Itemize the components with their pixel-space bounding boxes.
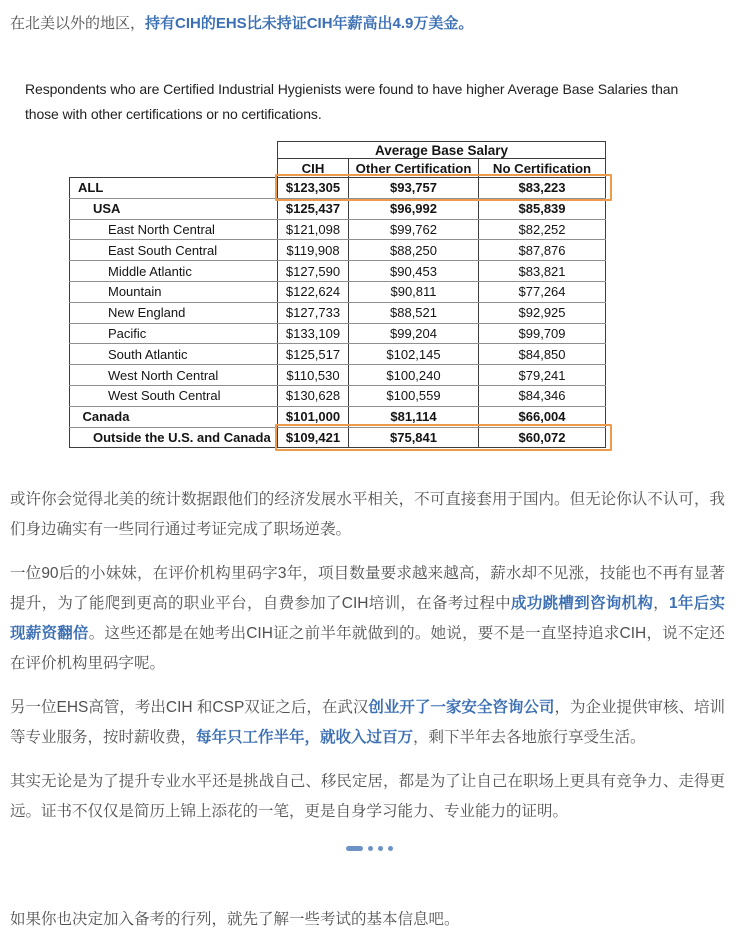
salary-value: $96,992	[349, 198, 479, 219]
table-row	[70, 240, 606, 261]
salary-value: $79,241	[479, 365, 606, 386]
salary-value: $84,346	[479, 385, 606, 406]
body-text: ，	[653, 595, 669, 613]
table-row	[70, 365, 606, 386]
salary-value: $110,530	[278, 365, 349, 386]
row-label: USA	[70, 198, 278, 219]
caption-line-1: Respondents who are Certified Industrial Hygienists were found to have higher Average Base Salaries than	[25, 81, 679, 97]
intro-text: 在北美以外的地区，	[10, 15, 146, 32]
closing-line: 如果你也决定加入备考的行列，就先了解一些考试的基本信息吧。	[10, 911, 460, 929]
salary-value: $77,264	[479, 281, 606, 302]
table-row	[70, 344, 606, 365]
highlight-text: 成功跳槽到咨询机构	[510, 595, 654, 613]
salary-value: $75,841	[349, 427, 479, 448]
column-header-other-certification: Other Certification	[349, 159, 479, 178]
highlight-text: 每年只工作半年，就收入过百万	[196, 729, 414, 747]
body-text: ，剩下半年去各地旅行享受生活。	[413, 729, 646, 747]
body-text: 。这些还都是在她考出CIH证之前半年就做到的。她说，要不是一直坚持追求CIH，说不定还在评价机构里码字呢。	[10, 625, 725, 673]
salary-value: $99,204	[349, 323, 479, 344]
salary-value: $92,925	[479, 302, 606, 323]
table-row	[70, 261, 606, 282]
salary-value: $119,908	[278, 240, 349, 261]
intro-highlight-text: 持有CIH的EHS比未持证CIH年薪高出4.9万美金。	[145, 15, 474, 32]
row-label: Canada	[70, 406, 278, 427]
paragraph	[10, 485, 725, 545]
paragraph	[10, 559, 725, 679]
intro-line	[0, 0, 739, 37]
table-corner-blank	[70, 142, 278, 159]
row-label: ALL	[70, 178, 278, 199]
salary-value: $125,517	[278, 344, 349, 365]
highlight-text: 1年后实现薪资翻倍	[10, 595, 726, 643]
table-row	[70, 406, 606, 427]
body-text: 或许你会觉得北美的统计数据跟他们的经济发展水平相关，不可直接套用于国内。但无论你认不认可，我们身边确实有一些同行通过考证完成了职场逆袭。	[10, 491, 725, 539]
salary-value: $122,624	[278, 281, 349, 302]
report-caption	[25, 77, 725, 127]
salary-value: $100,240	[349, 365, 479, 386]
salary-value: $90,811	[349, 281, 479, 302]
salary-value: $121,098	[278, 219, 349, 240]
salary-value: $133,109	[278, 323, 349, 344]
salary-value: $130,628	[278, 385, 349, 406]
body-text: 一位90后的小妹妹，在评价机构里码字3年，项目数量要求越来越高，薪水却不见涨，技能也不再有显著提升，为了能爬到更高的职业平台，自费参加了CIH培训，在备考过程中	[10, 565, 725, 613]
table-row	[70, 198, 606, 219]
table-corner-blank	[70, 159, 278, 178]
column-header-no-certification: No Certification	[479, 159, 606, 178]
body-text: ，为企业提供审核、培训等专业服务，按时薪收费，	[10, 699, 725, 747]
salary-value: $87,876	[479, 240, 606, 261]
salary-table-figure	[69, 141, 629, 448]
divider-dot-icon	[378, 846, 383, 851]
row-label: West North Central	[70, 365, 278, 386]
table-row	[70, 302, 606, 323]
salary-value: $81,114	[349, 406, 479, 427]
highlight-text: 创业开了一家安全咨询公司	[368, 699, 555, 717]
row-label: South Atlantic	[70, 344, 278, 365]
table-row	[70, 281, 606, 302]
salary-value: $100,559	[349, 385, 479, 406]
salary-value: $123,305	[278, 178, 349, 199]
table-row	[70, 385, 606, 406]
divider-dot-icon	[388, 846, 393, 851]
salary-value: $102,145	[349, 344, 479, 365]
salary-value: $125,437	[278, 198, 349, 219]
table-row	[70, 427, 606, 448]
article-body	[0, 485, 739, 827]
divider-dot-icon	[368, 846, 373, 851]
salary-value: $127,590	[278, 261, 349, 282]
salary-value: $88,250	[349, 240, 479, 261]
table-group-header: Average Base Salary	[278, 142, 606, 159]
row-label: East South Central	[70, 240, 278, 261]
divider-dash-icon	[346, 846, 363, 851]
caption-line-2: those with other certifications or no certifications.	[25, 106, 322, 122]
salary-value: $109,421	[278, 427, 349, 448]
row-label: Outside the U.S. and Canada	[70, 427, 278, 448]
row-label: New England	[70, 302, 278, 323]
salary-value: $127,733	[278, 302, 349, 323]
table-group-header-row	[70, 142, 606, 159]
table-row	[70, 323, 606, 344]
salary-table	[69, 141, 606, 448]
row-label: East North Central	[70, 219, 278, 240]
table-column-header-row	[70, 159, 606, 178]
row-label: Pacific	[70, 323, 278, 344]
row-label: Mountain	[70, 281, 278, 302]
row-label: Middle Atlantic	[70, 261, 278, 282]
section-divider	[0, 845, 739, 851]
salary-value: $99,709	[479, 323, 606, 344]
salary-value: $60,072	[479, 427, 606, 448]
table-row	[70, 178, 606, 199]
salary-value: $82,252	[479, 219, 606, 240]
salary-value: $90,453	[349, 261, 479, 282]
salary-value: $99,762	[349, 219, 479, 240]
paragraph	[10, 767, 725, 827]
table-row	[70, 219, 606, 240]
body-text: 其实无论是为了提升专业水平还是挑战自己、移民定居，都是为了让自己在职场上更具有竞争力、走得更远。证书不仅仅是简历上锦上添花的一笔，更是自身学习能力、专业能力的证明。	[10, 773, 725, 821]
salary-value: $84,850	[479, 344, 606, 365]
salary-value: $93,757	[349, 178, 479, 199]
salary-value: $101,000	[278, 406, 349, 427]
row-label: West South Central	[70, 385, 278, 406]
salary-value: $85,839	[479, 198, 606, 219]
paragraph	[10, 693, 725, 753]
column-header-cih: CIH	[278, 159, 349, 178]
salary-value: $66,004	[479, 406, 606, 427]
body-text: 另一位EHS高管，考出CIH 和CSP双证之后，在武汉	[10, 699, 369, 717]
salary-value: $88,521	[349, 302, 479, 323]
salary-value: $83,821	[479, 261, 606, 282]
salary-value: $83,223	[479, 178, 606, 199]
